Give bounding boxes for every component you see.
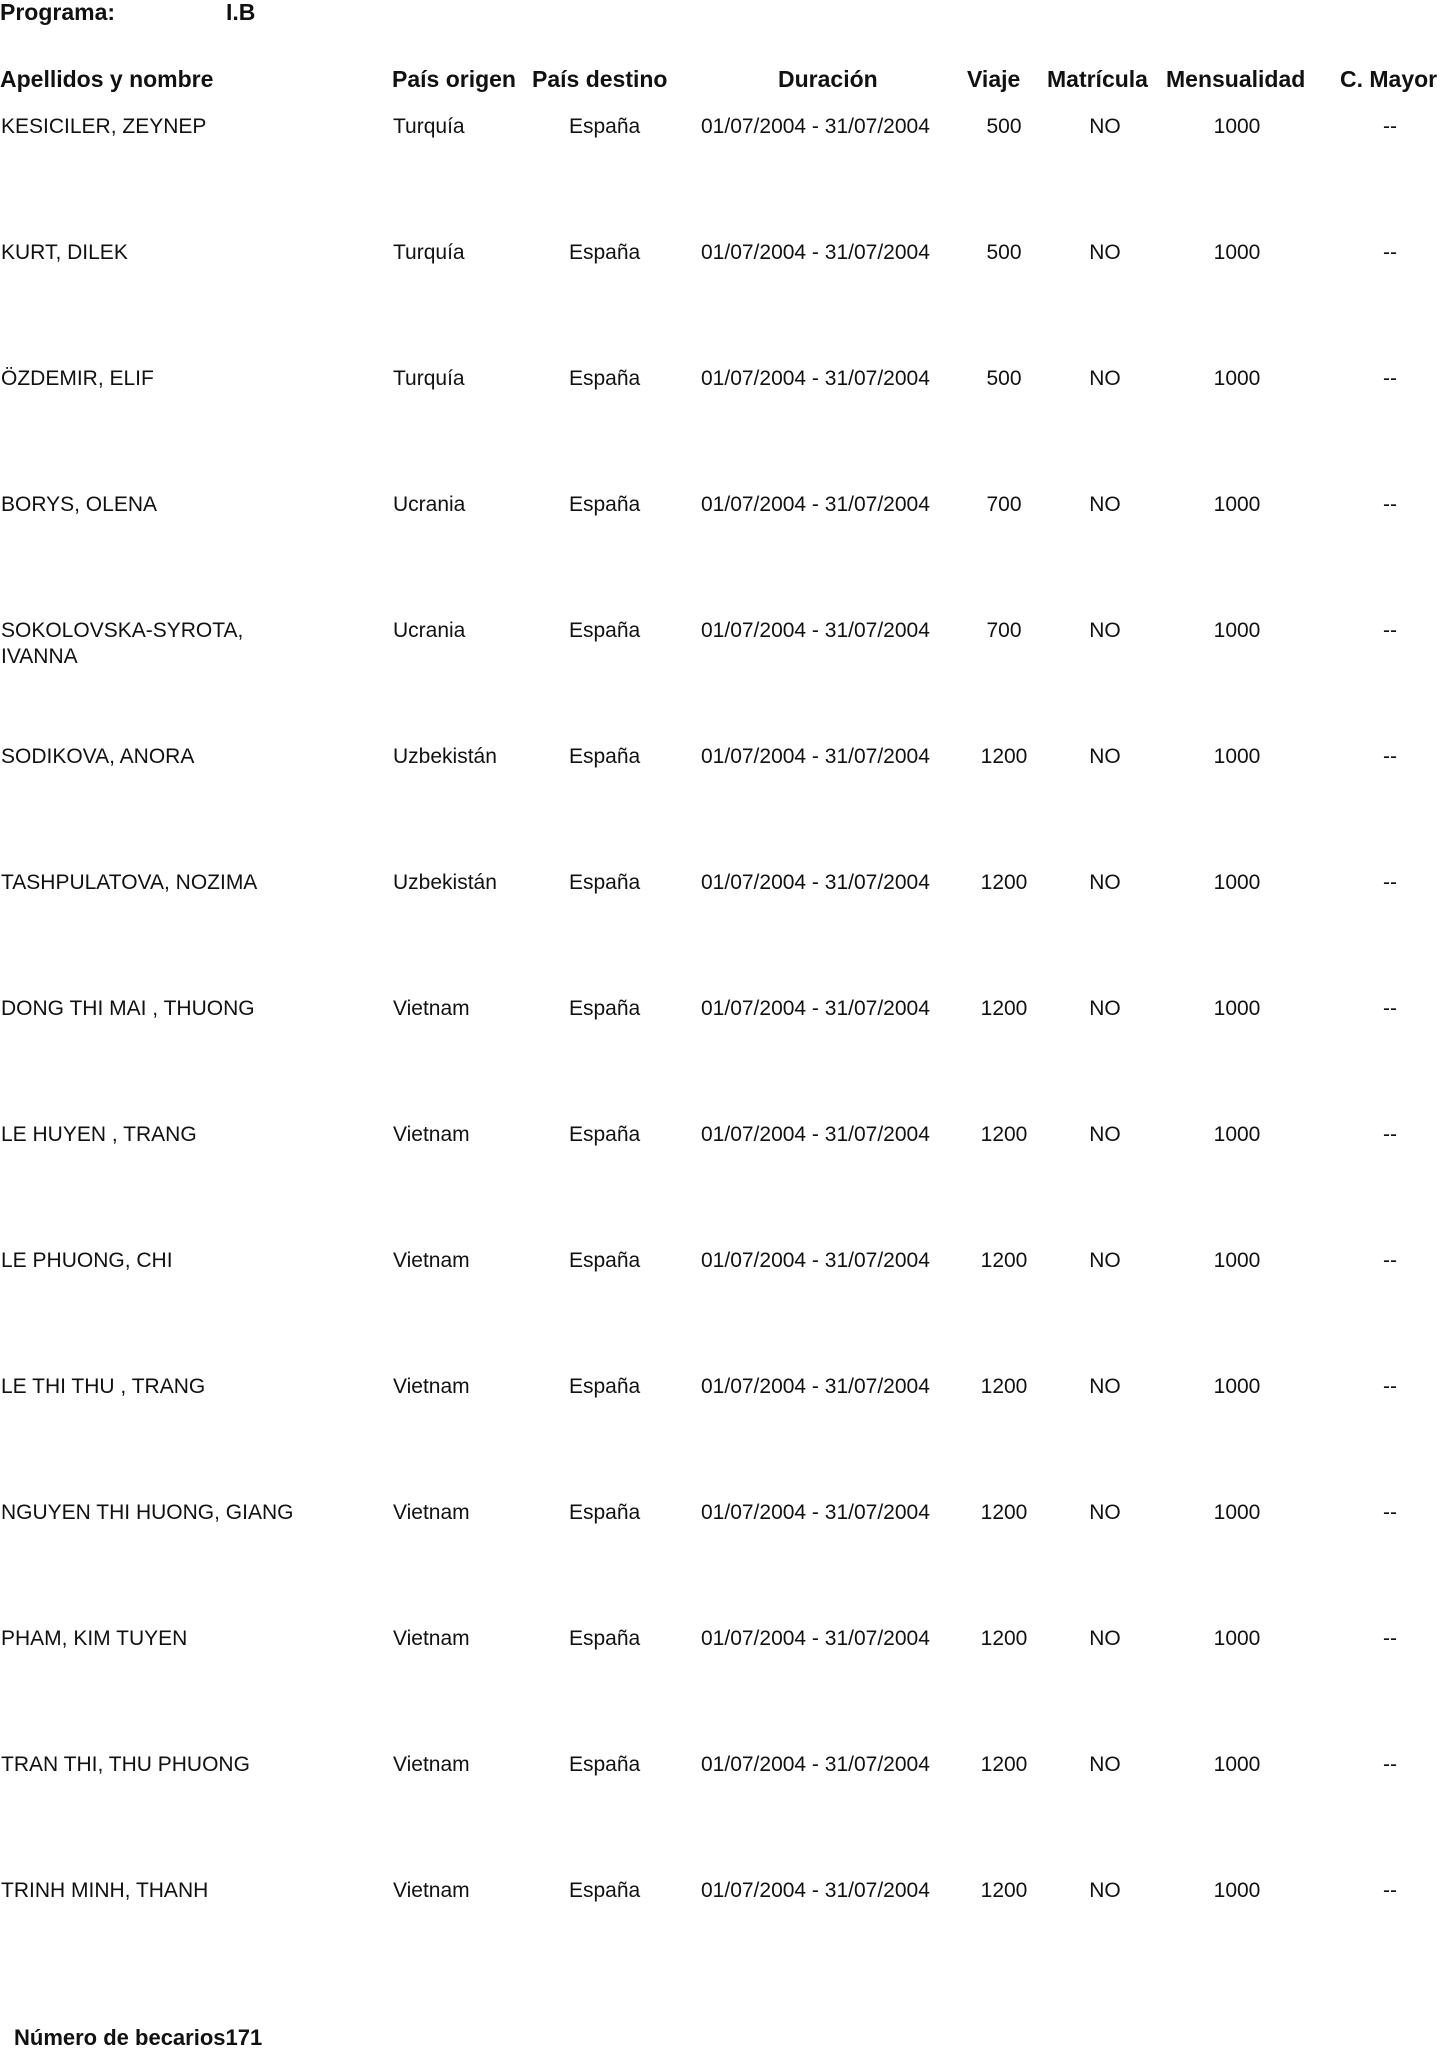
cell-viaje: 1200 <box>980 1627 1028 1650</box>
footer-value: 171 <box>225 2025 263 2050</box>
cell-name: TASHPULATOVA, NOZIMA <box>1 871 258 894</box>
cell-destino: España <box>569 1123 641 1146</box>
cell-origen: Ucrania <box>393 493 466 516</box>
cell-origen: Turquía <box>393 115 465 138</box>
cell-matricula: NO <box>1089 1501 1121 1524</box>
programa-value: I.B <box>226 0 256 25</box>
cell-duracion: 01/07/2004 - 31/07/2004 <box>701 745 930 768</box>
cell-mensualidad: 1000 <box>1213 1753 1261 1776</box>
cell-viaje: 1200 <box>980 1753 1028 1776</box>
cell-origen: Vietnam <box>393 1249 470 1272</box>
cell-name: LE PHUONG, CHI <box>1 1249 173 1272</box>
cell-matricula: NO <box>1089 1375 1121 1398</box>
cell-mayor: -- <box>1383 871 1397 894</box>
cell-duracion: 01/07/2004 - 31/07/2004 <box>701 619 930 642</box>
header-mayor: C. Mayor <box>1340 66 1438 92</box>
cell-mayor: -- <box>1383 1123 1397 1146</box>
cell-mensualidad: 1000 <box>1213 1123 1261 1146</box>
cell-mensualidad: 1000 <box>1213 997 1261 1020</box>
cell-mensualidad: 1000 <box>1213 1375 1261 1398</box>
cell-name: LE HUYEN , TRANG <box>1 1123 197 1146</box>
cell-mayor: -- <box>1383 493 1397 516</box>
table-row <box>0 618 1450 744</box>
cell-matricula: NO <box>1089 997 1121 1020</box>
cell-origen: Uzbekistán <box>393 871 497 894</box>
cell-origen: Vietnam <box>393 1753 470 1776</box>
cell-destino: España <box>569 367 641 390</box>
cell-matricula: NO <box>1089 1249 1121 1272</box>
cell-destino: España <box>569 871 641 894</box>
cell-destino: España <box>569 1375 641 1398</box>
cell-viaje: 500 <box>986 115 1022 138</box>
cell-mensualidad: 1000 <box>1213 1879 1261 1902</box>
cell-viaje: 1200 <box>980 1501 1028 1524</box>
cell-destino: España <box>569 241 641 264</box>
programa-label: Programa: <box>0 0 116 25</box>
cell-origen: Vietnam <box>393 1501 470 1524</box>
cell-destino: España <box>569 493 641 516</box>
cell-mayor: -- <box>1383 1375 1397 1398</box>
cell-duracion: 01/07/2004 - 31/07/2004 <box>701 997 930 1020</box>
cell-destino: España <box>569 619 641 642</box>
cell-duracion: 01/07/2004 - 31/07/2004 <box>701 1627 930 1650</box>
cell-origen: Vietnam <box>393 1627 470 1650</box>
cell-mensualidad: 1000 <box>1213 1501 1261 1524</box>
cell-mayor: -- <box>1383 1879 1397 1902</box>
table-row <box>0 744 1450 870</box>
cell-duracion: 01/07/2004 - 31/07/2004 <box>701 1249 930 1272</box>
table-row <box>0 1878 1450 2004</box>
table-row <box>0 1248 1450 1374</box>
cell-mensualidad: 1000 <box>1213 241 1261 264</box>
cell-mayor: -- <box>1383 745 1397 768</box>
cell-mayor: -- <box>1383 1249 1397 1272</box>
cell-viaje: 700 <box>986 493 1022 516</box>
cell-duracion: 01/07/2004 - 31/07/2004 <box>701 1501 930 1524</box>
header-viaje: Viaje <box>967 66 1021 92</box>
cell-mayor: -- <box>1383 619 1397 642</box>
cell-matricula: NO <box>1089 619 1121 642</box>
cell-mayor: -- <box>1383 997 1397 1020</box>
cell-origen: Turquía <box>393 367 465 390</box>
cell-destino: España <box>569 1501 641 1524</box>
cell-mayor: -- <box>1383 367 1397 390</box>
table-row <box>0 870 1450 996</box>
cell-mensualidad: 1000 <box>1213 745 1261 768</box>
cell-destino: España <box>569 997 641 1020</box>
cell-matricula: NO <box>1089 367 1121 390</box>
cell-duracion: 01/07/2004 - 31/07/2004 <box>701 1123 930 1146</box>
cell-mensualidad: 1000 <box>1213 619 1261 642</box>
table-row <box>0 366 1450 492</box>
cell-matricula: NO <box>1089 1123 1121 1146</box>
cell-viaje: 1200 <box>980 1879 1028 1902</box>
cell-name: NGUYEN THI HUONG, GIANG <box>1 1501 294 1524</box>
cell-destino: España <box>569 1249 641 1272</box>
cell-mensualidad: 1000 <box>1213 367 1261 390</box>
table-row <box>0 240 1450 366</box>
cell-mensualidad: 1000 <box>1213 493 1261 516</box>
header-origen: País origen <box>392 66 516 92</box>
cell-name: SODIKOVA, ANORA <box>1 745 195 768</box>
cell-viaje: 500 <box>986 241 1022 264</box>
table-header <box>0 64 1450 94</box>
cell-name: TRAN THI, THU PHUONG <box>1 1753 250 1776</box>
cell-mayor: -- <box>1383 241 1397 264</box>
cell-name: LE THI THU , TRANG <box>1 1375 206 1398</box>
cell-mayor: -- <box>1383 1501 1397 1524</box>
cell-viaje: 1200 <box>980 997 1028 1020</box>
cell-mensualidad: 1000 <box>1213 1249 1261 1272</box>
cell-matricula: NO <box>1089 493 1121 516</box>
table-row <box>0 1626 1450 1752</box>
cell-matricula: NO <box>1089 1879 1121 1902</box>
cell-name: DONG THI MAI , THUONG <box>1 997 255 1020</box>
cell-name: KESICILER, ZEYNEP <box>1 115 207 138</box>
cell-destino: España <box>569 1753 641 1776</box>
cell-viaje: 500 <box>986 367 1022 390</box>
cell-origen: Ucrania <box>393 619 466 642</box>
cell-duracion: 01/07/2004 - 31/07/2004 <box>701 871 930 894</box>
cell-matricula: NO <box>1089 241 1121 264</box>
table-row <box>0 1122 1450 1248</box>
table-row <box>0 1752 1450 1878</box>
table-body <box>0 114 1450 2004</box>
cell-name: KURT, DILEK <box>1 241 128 264</box>
cell-destino: España <box>569 1627 641 1650</box>
cell-duracion: 01/07/2004 - 31/07/2004 <box>701 1879 930 1902</box>
cell-duracion: 01/07/2004 - 31/07/2004 <box>701 367 930 390</box>
cell-viaje: 1200 <box>980 745 1028 768</box>
cell-duracion: 01/07/2004 - 31/07/2004 <box>701 1753 930 1776</box>
cell-origen: Vietnam <box>393 1879 470 1902</box>
cell-mayor: -- <box>1383 115 1397 138</box>
cell-mayor: -- <box>1383 1627 1397 1650</box>
cell-origen: Turquía <box>393 241 465 264</box>
footer-total <box>14 2025 262 2051</box>
table-row <box>0 1500 1450 1626</box>
cell-viaje: 1200 <box>980 1375 1028 1398</box>
cell-viaje: 1200 <box>980 871 1028 894</box>
cell-matricula: NO <box>1089 745 1121 768</box>
cell-viaje: 700 <box>986 619 1022 642</box>
cell-matricula: NO <box>1089 1627 1121 1650</box>
cell-matricula: NO <box>1089 871 1121 894</box>
cell-matricula: NO <box>1089 115 1121 138</box>
cell-duracion: 01/07/2004 - 31/07/2004 <box>701 493 930 516</box>
cell-name: BORYS, OLENA <box>1 493 158 516</box>
table-row <box>0 492 1450 618</box>
cell-name: PHAM, KIM TUYEN <box>1 1627 188 1650</box>
cell-origen: Vietnam <box>393 1123 470 1146</box>
cell-duracion: 01/07/2004 - 31/07/2004 <box>701 1375 930 1398</box>
cell-destino: España <box>569 745 641 768</box>
cell-origen: Uzbekistán <box>393 745 497 768</box>
cell-duracion: 01/07/2004 - 31/07/2004 <box>701 241 930 264</box>
cell-origen: Vietnam <box>393 1375 470 1398</box>
table-row <box>0 996 1450 1122</box>
cell-destino: España <box>569 115 641 138</box>
header-name: Apellidos y nombre <box>0 66 214 92</box>
cell-mensualidad: 1000 <box>1213 115 1261 138</box>
cell-name: SOKOLOVSKA-SYROTA, IVANNA <box>1 619 244 668</box>
table-row <box>0 114 1450 240</box>
footer-label: Número de becarios <box>14 2025 226 2050</box>
table-row <box>0 1374 1450 1500</box>
cell-destino: España <box>569 1879 641 1902</box>
cell-mayor: -- <box>1383 1753 1397 1776</box>
cell-viaje: 1200 <box>980 1123 1028 1146</box>
cell-origen: Vietnam <box>393 997 470 1020</box>
cell-matricula: NO <box>1089 1753 1121 1776</box>
header-duracion: Duración <box>778 66 878 92</box>
cell-name: TRINH MINH, THANH <box>1 1879 209 1902</box>
header-matricula: Matrícula <box>1047 66 1148 92</box>
header-destino: País destino <box>532 66 668 92</box>
cell-mensualidad: 1000 <box>1213 871 1261 894</box>
cell-mensualidad: 1000 <box>1213 1627 1261 1650</box>
cell-viaje: 1200 <box>980 1249 1028 1272</box>
cell-name: ÖZDEMIR, ELIF <box>1 367 154 390</box>
header-mensualidad: Mensualidad <box>1166 66 1306 92</box>
cell-duracion: 01/07/2004 - 31/07/2004 <box>701 115 930 138</box>
